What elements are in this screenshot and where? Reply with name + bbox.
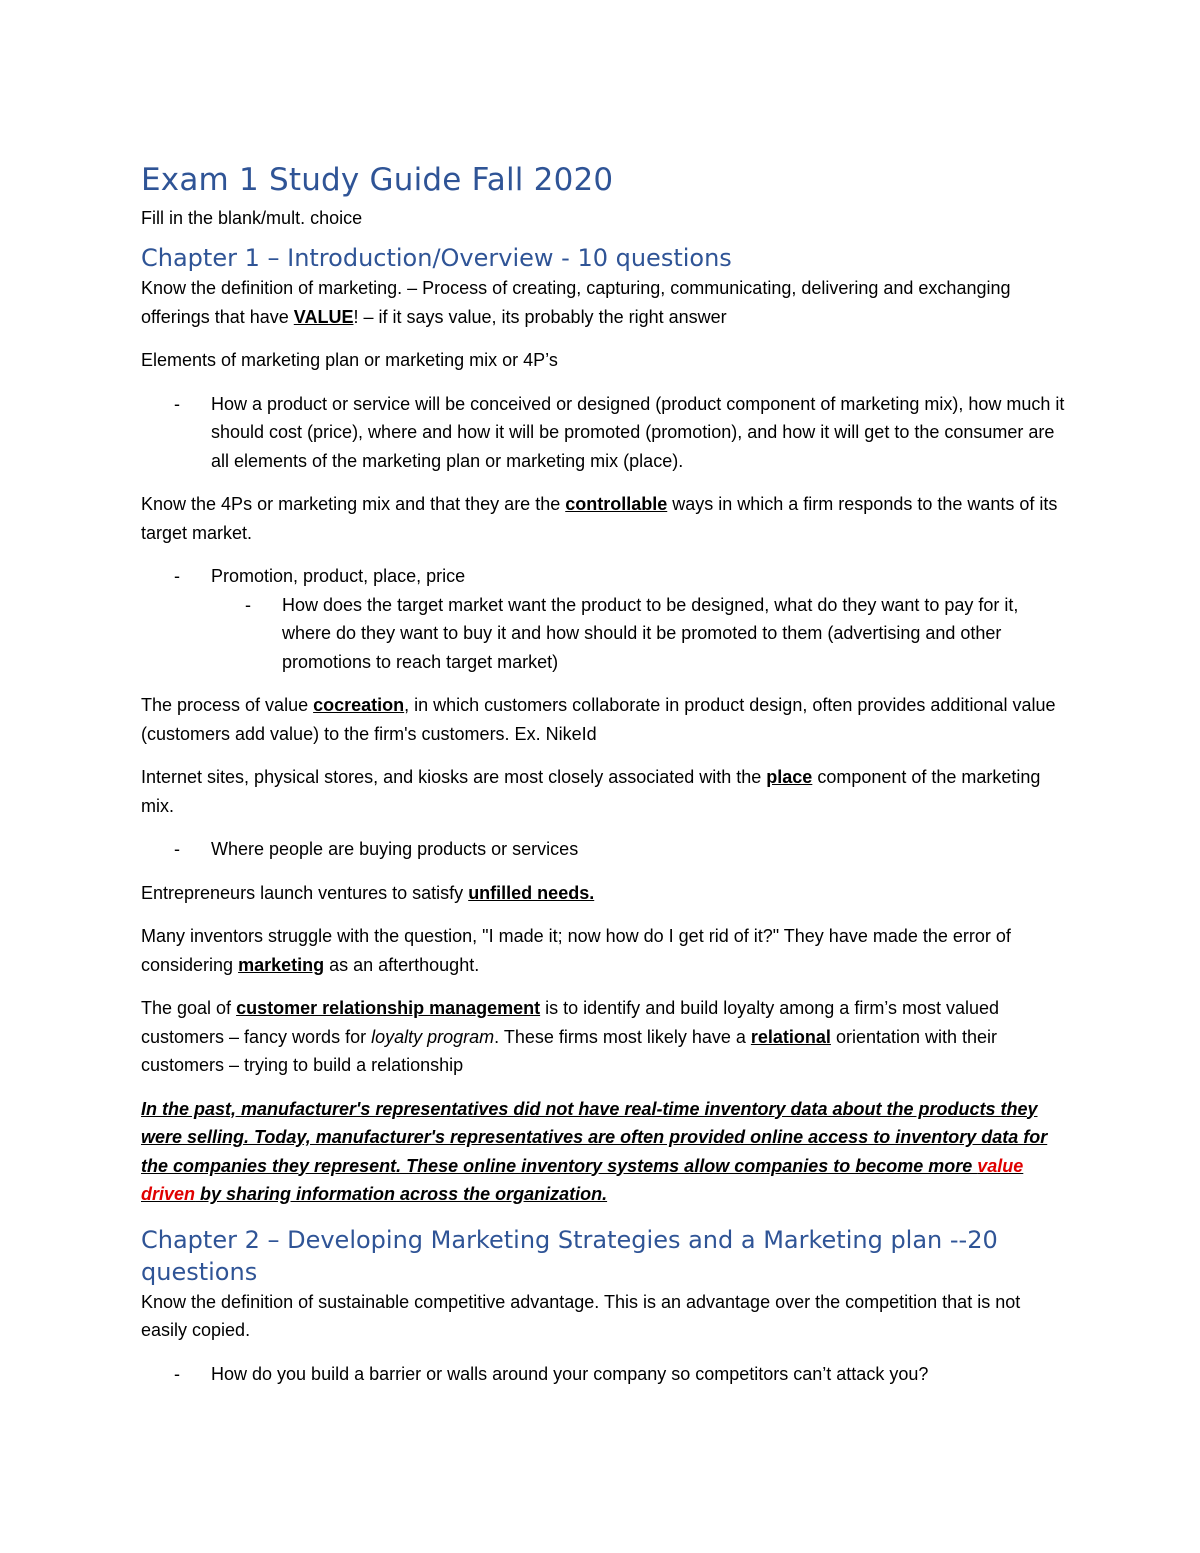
chapter-2-heading: Chapter 2 – Developing Marketing Strategies and a Marketing plan --20 questions bbox=[141, 1225, 998, 1286]
list-item: - How do you build a barrier or walls around your company so competitors can’t attack you? bbox=[141, 1360, 1070, 1389]
elements-list bbox=[141, 390, 1070, 476]
marketing-definition: Know the definition of marketing. – Process of creating, capturing, communicating, delivering and exchanging offerings that have VALUE! – if it says value, its probably the right answer bbox=[141, 278, 1011, 327]
dash-bullet-icon: - bbox=[174, 566, 180, 586]
chapter-1-heading: Chapter 1 – Introduction/Overview - 10 questions bbox=[141, 244, 732, 272]
four-ps-list bbox=[141, 562, 1070, 676]
sca-paragraph: Know the definition of sustainable competitive advantage. This is an advantage over the competition that is not easily copied. bbox=[141, 1291, 1021, 1340]
dash-bullet-icon: - bbox=[245, 594, 251, 615]
four-ps-paragraph: Know the 4Ps or marketing mix and that they are the controllable ways in which a firm responds to the wants of its target market. bbox=[141, 494, 1058, 543]
list-item: - How does the target market want the product to be designed, what do they want to pay for it, where do they want to buy it and how should it be promoted to them (advertising and other promotions to reach target market) bbox=[141, 591, 1070, 677]
four-ps-sublist bbox=[141, 591, 1070, 677]
place-paragraph: Internet sites, physical stores, and kiosks are most closely associated with the place component of the marketing mix. bbox=[141, 767, 1041, 816]
dash-bullet-icon: - bbox=[174, 839, 180, 859]
nested-list-container bbox=[141, 591, 1070, 677]
sca-list bbox=[141, 1360, 1070, 1389]
crm-paragraph: The goal of customer relationship management is to identify and build loyalty among a firm’s most valued customers – fancy words for loyalty program. These firms most likely have a relational orientation with their customers – trying to build a relationship bbox=[141, 998, 1000, 1075]
place-list bbox=[141, 835, 1070, 864]
entrepreneurs-paragraph: Entrepreneurs launch ventures to satisfy unfilled needs. bbox=[141, 882, 595, 903]
elements-paragraph: Elements of marketing plan or marketing mix or 4P’s bbox=[141, 350, 558, 370]
dash-bullet-icon: - bbox=[174, 1363, 180, 1384]
cocreation-paragraph: The process of value cocreation, in which customers collaborate in product design, often provides additional value (customers add value) to the firm's customers. Ex. NikeId bbox=[141, 695, 1056, 744]
inventors-paragraph: Many inventors struggle with the question, "I made it; now how do I get rid of it?" They have made the error of considering marketing as an afterthought. bbox=[141, 926, 1011, 975]
document-subtitle: Fill in the blank/mult. choice bbox=[141, 208, 363, 228]
list-item: - Where people are buying products or services bbox=[141, 835, 1070, 864]
inventory-systems-paragraph: In the past, manufacturer's representatives did not have real-time inventory data about the products they were selling. Today, manufacturer's representatives are often provided online access to inventory data for the companies they represent. These online inventory systems allow companies to become more value driven by sharing information across the organization. bbox=[141, 1098, 1048, 1204]
list-item: - Promotion, product, place, price bbox=[141, 562, 1070, 591]
list-item: - How a product or service will be conceived or designed (product component of marketing mix), how much it should cost (price), where and how it will be promoted (promotion), and how it will get to the consumer are all elements of the marketing plan or marketing mix (place). bbox=[141, 390, 1070, 476]
document-title: Exam 1 Study Guide Fall 2020 bbox=[141, 162, 614, 198]
dash-bullet-icon: - bbox=[174, 393, 180, 414]
